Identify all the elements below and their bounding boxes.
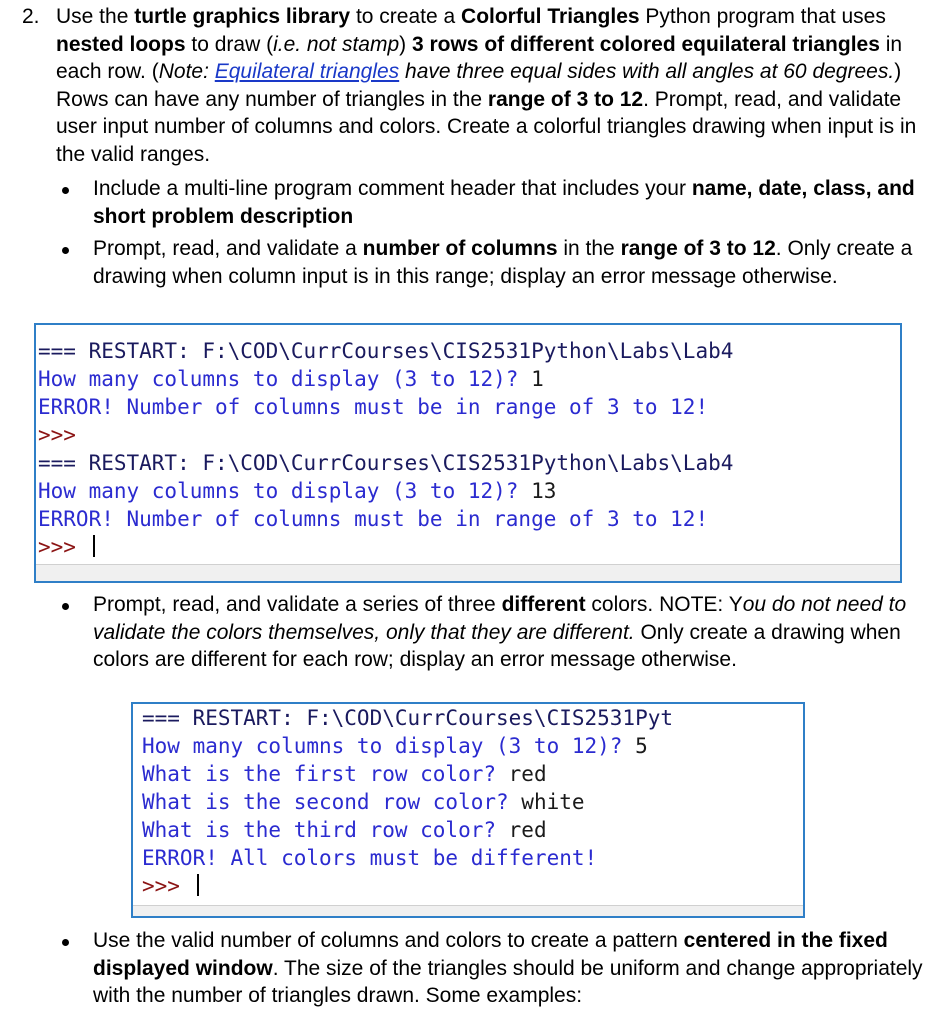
q-text-6: in each row. (	[56, 32, 903, 83]
b3-text-1: Prompt, read, and validate a series of three	[93, 593, 502, 616]
shell-line	[38, 449, 733, 477]
q-bold-loops: nested loops	[56, 32, 186, 56]
shell-line	[142, 704, 673, 732]
columns-prompt: How many columns to display (3 to 12)?	[38, 367, 532, 391]
equilateral-link[interactable]: Equilateral triangles	[214, 60, 400, 83]
b4-text-2: . The size of the triangles should be uniform and change appropriately with the number of triangles drawn. Some examples:	[93, 956, 923, 1007]
shell-line[interactable]	[38, 533, 733, 561]
b3-text-2: colors. NOTE: Y	[585, 593, 743, 616]
shell-line	[38, 365, 733, 393]
user-input: 1	[531, 367, 544, 391]
bullet-dot	[62, 247, 69, 254]
q-italic-ie: i.e. not stamp	[273, 32, 400, 56]
first-color-prompt: What is the first row color?	[142, 762, 509, 786]
b2-text-1: Prompt, read, and validate a	[93, 237, 363, 260]
idle-shell-columns	[34, 323, 902, 583]
q-italic-def: have three equal sides with all angles at 60 degrees.	[399, 60, 895, 83]
shell-line	[38, 477, 733, 505]
bullet-header-comment	[93, 175, 923, 230]
q-text-7: ) Rows can have any number of triangles in the	[56, 60, 902, 111]
b2-text-2: in the	[557, 237, 621, 260]
bullet-pattern	[93, 927, 923, 1010]
shell-line	[38, 393, 733, 421]
shell-line	[38, 505, 733, 533]
shell-scrollbar[interactable]	[133, 905, 803, 916]
shell-line	[38, 337, 733, 365]
b2-bold-2: range of 3 to 12	[620, 237, 776, 260]
b4-bold: centered in the fixed displayed window	[93, 929, 888, 980]
q-text-4: to draw (	[185, 32, 274, 56]
second-color-prompt: What is the second row color?	[142, 790, 522, 814]
shell-line	[38, 421, 733, 449]
b2-text-3: . Only create a drawing when column input is in this range; display an error message otherwise.	[93, 237, 913, 288]
bullet-dot	[62, 187, 69, 194]
q-bold-range: range of 3 to 12	[487, 87, 644, 111]
question-number: 2.	[22, 5, 40, 28]
columns-prompt: How many columns to display (3 to 12)?	[142, 734, 636, 758]
shell-line	[142, 816, 673, 844]
shell-line	[142, 844, 673, 872]
text-cursor	[197, 874, 199, 896]
bullet-dot	[62, 603, 69, 610]
user-input: red	[508, 818, 547, 842]
question-text	[56, 3, 926, 168]
b3-bold-1: different	[501, 593, 586, 616]
error-message: ERROR! Number of columns must be in range of 3 to 12!	[38, 507, 709, 531]
q-text-3: Python program that uses	[639, 5, 886, 28]
q-bold-turtle: turtle graphics library	[134, 5, 351, 28]
columns-prompt: How many columns to display (3 to 12)?	[38, 479, 532, 503]
q-text-1: Use the	[56, 5, 135, 28]
b3-italic: ou do not need to validate the colors themselves, only that they are different.	[93, 593, 907, 644]
bullet-dot	[62, 939, 69, 946]
shell-prompt: >>>	[142, 874, 193, 898]
b4-text-1: Use the valid number of columns and colors to create a pattern	[93, 929, 684, 952]
text-cursor	[93, 535, 95, 557]
q-bold-rows: 3 rows of different colored equilateral triangles	[411, 32, 880, 56]
shell-line[interactable]	[142, 872, 673, 900]
restart-line: === RESTART: F:\COD\CurrCourses\CIS2531Pyt	[142, 706, 674, 730]
q-italic-note: Note:	[158, 60, 215, 83]
q-text-8: . Prompt, read, and validate user input number of columns and colors. Create a colorful triangles drawing when input is in the valid ranges.	[56, 87, 917, 166]
restart-line: === RESTART: F:\COD\CurrCourses\CIS2531Python\Labs\Lab4	[38, 339, 734, 363]
user-input: red	[508, 762, 547, 786]
shell-scrollbar[interactable]	[36, 564, 900, 581]
b1-text: Include a multi-line program comment header that includes your	[93, 177, 692, 200]
user-input: white	[521, 790, 585, 814]
b3-text-3: Only create a drawing when colors are different for each row; display an error message otherwise.	[93, 620, 901, 671]
idle-shell-colors	[131, 702, 805, 918]
q-text-5: )	[399, 32, 412, 56]
shell-prompt: >>>	[38, 423, 76, 447]
q-bold-title: Colorful Triangles	[461, 5, 640, 28]
q-text-2: to create a	[350, 5, 462, 28]
bullet-colors	[93, 591, 923, 674]
bullet-columns	[93, 235, 923, 290]
error-message: ERROR! All colors must be different!	[142, 846, 598, 870]
restart-line: === RESTART: F:\COD\CurrCourses\CIS2531Python\Labs\Lab4	[38, 451, 734, 475]
third-color-prompt: What is the third row color?	[142, 818, 509, 842]
shell-line	[142, 788, 673, 816]
user-input: 5	[635, 734, 648, 758]
shell-line	[142, 732, 673, 760]
shell-prompt: >>>	[38, 535, 89, 559]
b1-bold: name, date, class, and short problem description	[93, 177, 915, 228]
b2-bold-1: number of columns	[362, 237, 558, 260]
shell-line	[142, 760, 673, 788]
user-input: 13	[531, 479, 557, 503]
error-message: ERROR! Number of columns must be in range of 3 to 12!	[38, 395, 709, 419]
